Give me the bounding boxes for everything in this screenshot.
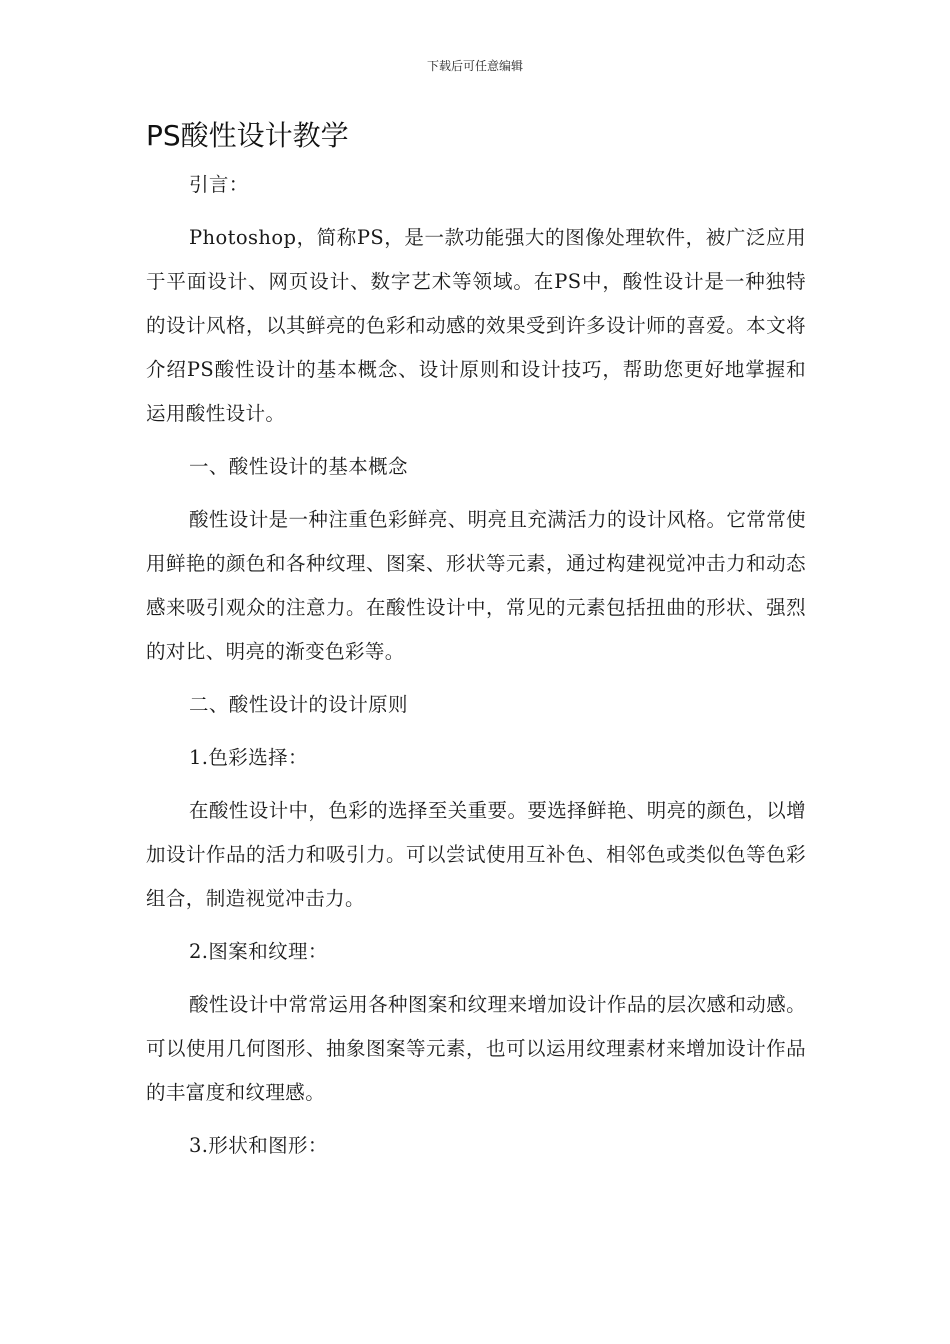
document-title: PS酸性设计教学 (146, 119, 349, 152)
paragraph-intro-heading: 引言： (189, 173, 249, 196)
subheading-shapes: 3.形状和图形： (189, 1134, 328, 1157)
paragraph-concept: 酸性设计是一种注重色彩鲜亮、明亮且充满活力的设计风格。它常常使用鲜艳的颜色和各种纹理、图案、形状等元素，通过构建视觉冲击力和动态感来吸引观众的注意力。在酸性设计中，常见的元素包括扭曲的形状、强烈的对比、明亮的渐变色彩等。 (146, 508, 806, 663)
paragraph-color: 在酸性设计中，色彩的选择至关重要。要选择鲜艳、明亮的颜色，以增加设计作品的活力和吸引力。可以尝试使用互补色、相邻色或类似色等色彩组合，制造视觉冲击力。 (146, 799, 806, 910)
paragraph-intro: Photoshop，简称PS，是一款功能强大的图像处理软件，被广泛应用于平面设计、网页设计、数字艺术等领域。在PS中，酸性设计是一种独特的设计风格，以其鲜亮的色彩和动感的效果受到许多设计师的喜爱。本文将介绍PS酸性设计的基本概念、设计原则和设计技巧，帮助您更好地掌握和运用酸性设计。 (146, 226, 806, 425)
section-heading-concept: 一、酸性设计的基本概念 (189, 455, 408, 478)
document-body (146, 163, 806, 1177)
section-heading-principles: 二、酸性设计的设计原则 (189, 693, 408, 716)
subheading-color: 1.色彩选择： (189, 746, 308, 769)
paragraph-patterns: 酸性设计中常常运用各种图案和纹理来增加设计作品的层次感和动感。可以使用几何图形、抽象图案等元素，也可以运用纹理素材来增加设计作品的丰富度和纹理感。 (146, 993, 806, 1104)
header-note: 下载后可任意编辑 (426, 59, 523, 73)
subheading-patterns: 2.图案和纹理： (189, 940, 328, 963)
